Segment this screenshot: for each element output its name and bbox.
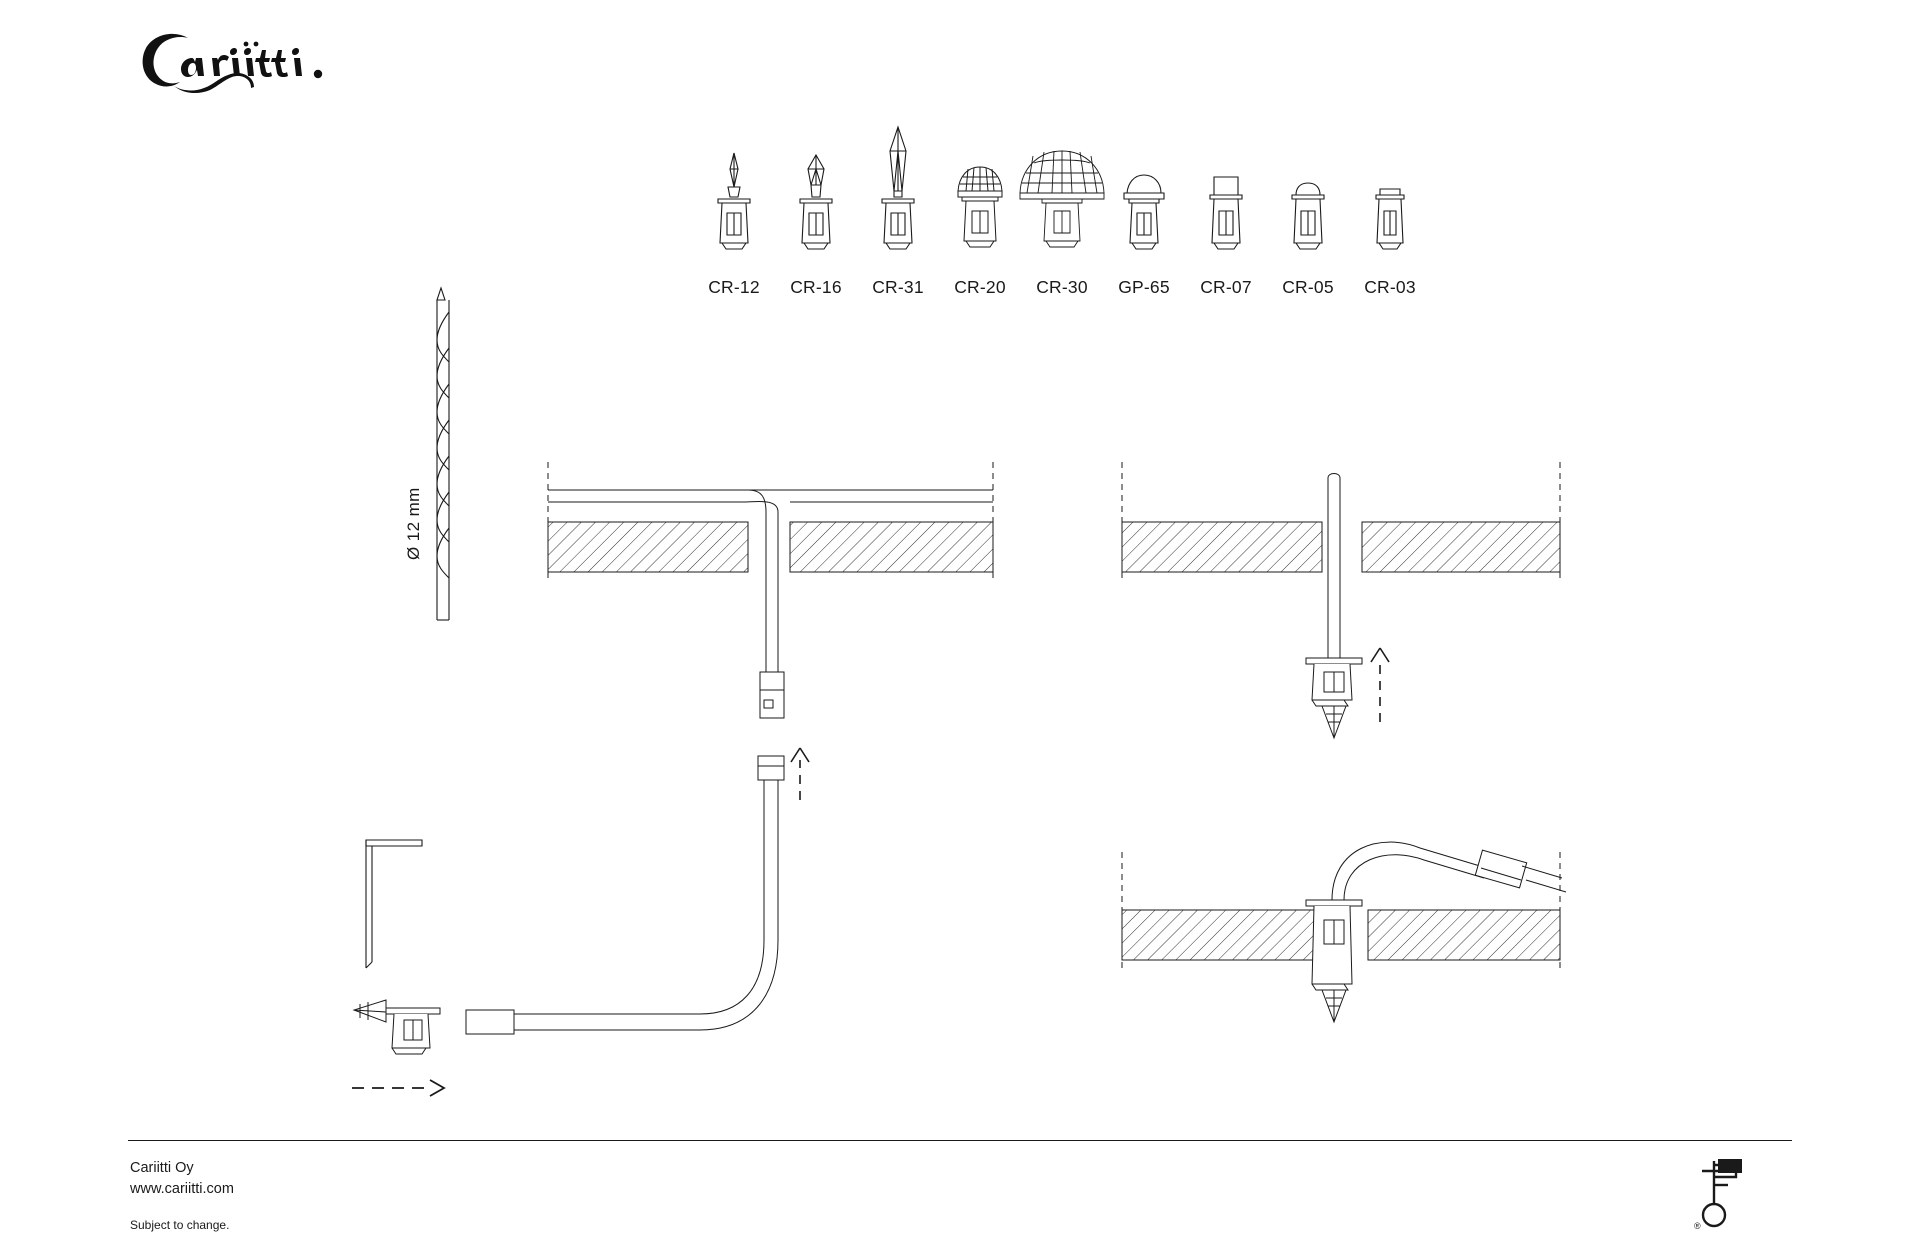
footer-company-name: Cariitti Oy	[130, 1160, 194, 1176]
fixture-label: GP-65	[1118, 277, 1170, 297]
panel-section-right-bottom	[1122, 852, 1560, 972]
panel-section-left	[548, 462, 993, 582]
fixture-label: CR-07	[1200, 277, 1252, 297]
footer-company-block	[130, 1158, 234, 1200]
flush-cap-icon	[1342, 125, 1438, 265]
fixture-label: CR-20	[954, 277, 1006, 297]
fixture-cr-03	[1342, 125, 1438, 298]
fixture-installed-bottom	[1306, 900, 1362, 1022]
fixture-label: CR-16	[790, 277, 842, 297]
fixture-label: CR-03	[1364, 277, 1416, 297]
arrow-right-step1	[352, 1080, 444, 1096]
fixture-with-crystal-left	[354, 1000, 440, 1054]
allen-key-icon	[366, 840, 422, 968]
fixture-label: CR-31	[872, 277, 924, 297]
registered-mark: ®	[1694, 1221, 1701, 1231]
footer-divider	[128, 1140, 1792, 1141]
panel-section-right-top	[1122, 462, 1560, 582]
key-and-flag-logo	[1692, 1155, 1782, 1233]
fiber-cable-vertical-right	[1328, 474, 1340, 661]
fiber-cable-connected	[1332, 842, 1566, 900]
cariitti-logo	[128, 22, 388, 102]
footer-note: Subject to change.	[130, 1218, 230, 1232]
fixture-label: CR-30	[1036, 277, 1088, 297]
fiber-cable-through-panel	[466, 490, 993, 1034]
fixture-label: CR-05	[1282, 277, 1334, 297]
footer-website[interactable]: www.cariitti.com	[130, 1181, 234, 1198]
drill-diameter-label: Ø 12 mm	[404, 487, 423, 560]
fixture-type-row	[686, 125, 1586, 335]
drill-bit-icon	[437, 288, 449, 620]
arrow-up-step2	[1371, 648, 1389, 722]
arrow-up-step1	[791, 748, 809, 800]
fixture-label: CR-12	[708, 277, 760, 297]
fixture-inserted-right	[1306, 658, 1362, 738]
